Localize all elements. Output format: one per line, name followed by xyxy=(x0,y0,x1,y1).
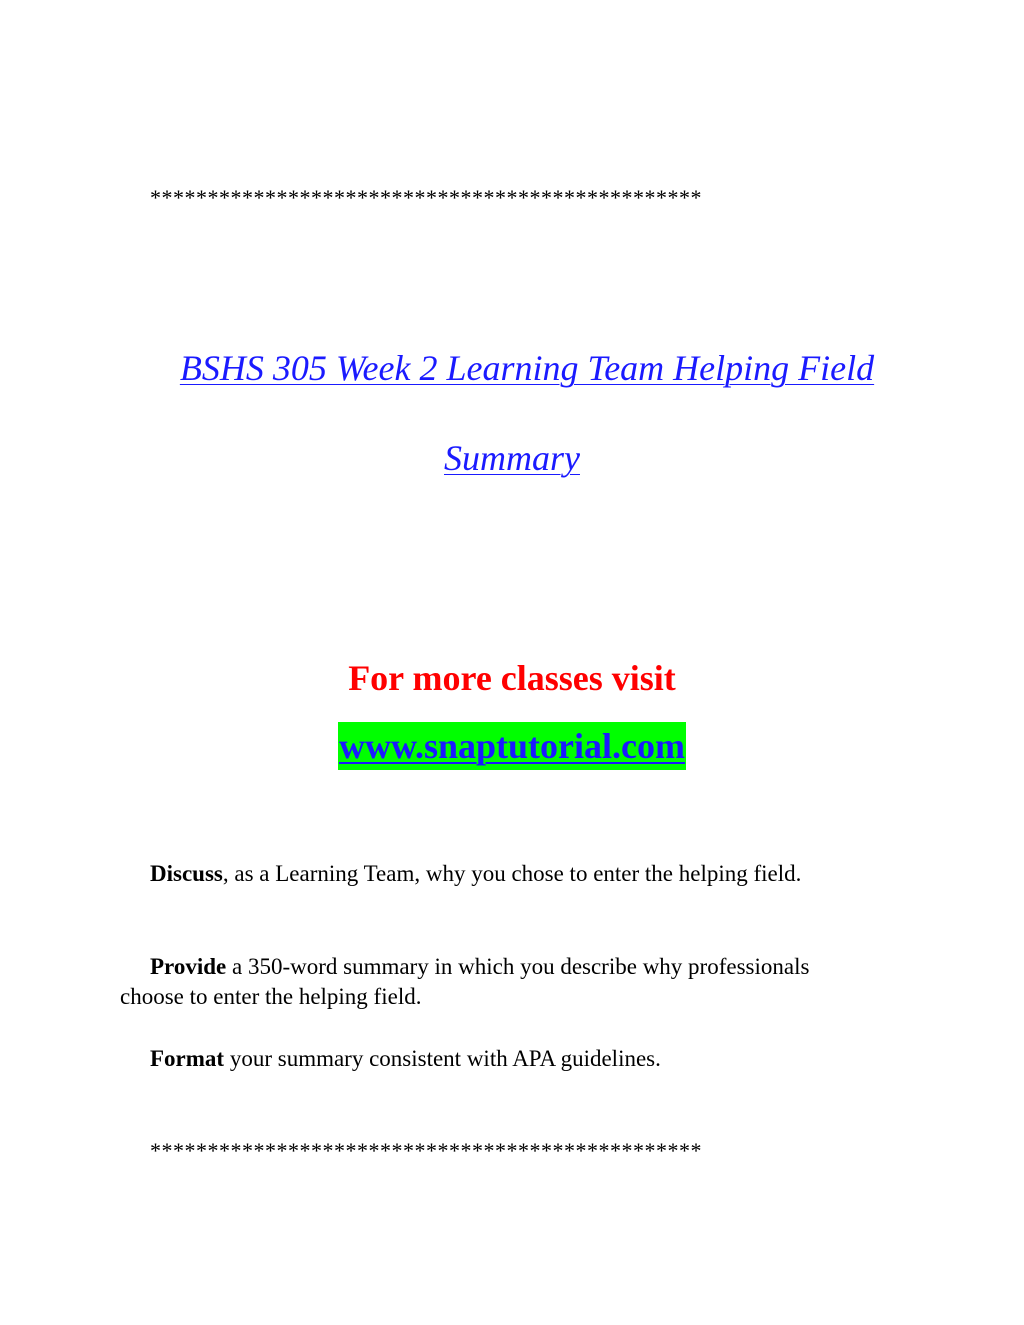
format-lead: Format xyxy=(150,1046,225,1071)
provide-lead: Provide xyxy=(150,954,227,979)
format-paragraph xyxy=(120,1044,860,1074)
snaptutorial-link[interactable]: www.snaptutorial.com xyxy=(338,722,686,770)
bottom-separator: ************************************************ xyxy=(150,1138,702,1163)
top-separator: ************************************************ xyxy=(150,185,702,210)
discuss-lead: Discuss xyxy=(150,861,223,886)
provide-paragraph xyxy=(120,952,860,1012)
format-text: your summary consistent with APA guidelines. xyxy=(224,1046,661,1071)
discuss-paragraph xyxy=(120,859,860,889)
provide-text: a 350-word summary in which you describe why professionals choose to enter the helping field. xyxy=(120,954,810,1009)
discuss-text: , as a Learning Team, why you chose to enter the helping field. xyxy=(222,861,802,886)
site-link-wrapper xyxy=(0,722,1024,770)
more-classes-text: For more classes visit xyxy=(348,658,676,698)
title-link-line2[interactable]: Summary xyxy=(444,438,580,478)
title-link-line1[interactable]: BSHS 305 Week 2 Learning Team Helping Field xyxy=(179,348,875,388)
